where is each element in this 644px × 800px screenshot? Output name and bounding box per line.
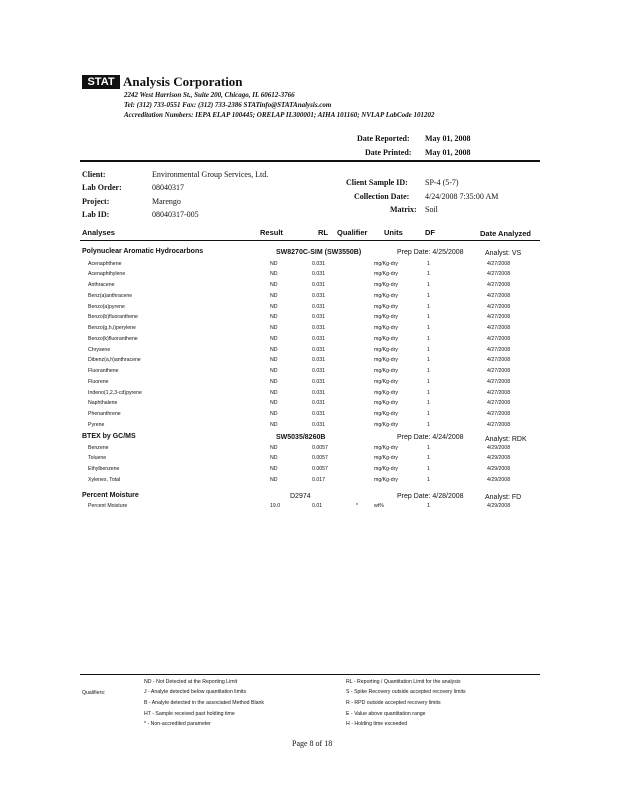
dilution-factor: 1 xyxy=(427,444,430,451)
analyte-name: Fluorene xyxy=(88,378,109,385)
section-prep-date: Prep Date: 4/28/2008 xyxy=(397,493,464,500)
date-analyzed: 4/27/2008 xyxy=(487,389,511,396)
date-analyzed: 4/27/2008 xyxy=(487,346,511,353)
table-row xyxy=(0,503,644,514)
result-value: ND xyxy=(270,325,278,331)
reporting-limit: 0.031 xyxy=(312,314,325,321)
section-method: SW5035/8260B xyxy=(276,434,326,441)
qualifier-note: J - Analyte detected below quantitation limits xyxy=(144,689,247,695)
units: mg/Kg-dry xyxy=(374,303,398,310)
date-analyzed: 4/27/2008 xyxy=(487,357,511,364)
analyte-name: Benzo(a)pyrene xyxy=(88,303,125,310)
table-row xyxy=(0,304,644,315)
analyte-name: Fluoranthene xyxy=(88,368,119,374)
result-value: ND xyxy=(270,357,278,364)
company-address: 2242 West Harrison St., Suite 200, Chicago, IL 60612-3766 xyxy=(124,91,295,99)
client-label: Client: xyxy=(82,170,106,179)
table-row xyxy=(0,336,644,347)
dilution-factor: 1 xyxy=(427,346,430,353)
collection-date-label: Collection Date: xyxy=(354,192,410,201)
reporting-limit: 0.031 xyxy=(312,368,325,374)
company-name: Analysis Corporation xyxy=(123,74,243,89)
date-analyzed: 4/27/2008 xyxy=(487,271,511,278)
date-analyzed: 4/27/2008 xyxy=(487,260,511,267)
dilution-factor: 1 xyxy=(427,282,430,288)
result-value: ND xyxy=(270,292,278,299)
section-analyst: Analyst: VS xyxy=(485,250,522,257)
top-rule xyxy=(80,160,540,162)
date-analyzed: 4/27/2008 xyxy=(487,368,511,374)
reporting-limit: 0.0057 xyxy=(312,466,328,472)
date-analyzed: 4/27/2008 xyxy=(487,400,511,407)
reporting-limit: 0.031 xyxy=(312,411,325,417)
result-value: ND xyxy=(270,400,278,407)
result-value: ND xyxy=(270,421,278,428)
date-analyzed: 4/29/2008 xyxy=(487,502,511,509)
result-value: ND xyxy=(270,368,278,374)
result-value: ND xyxy=(270,303,278,310)
reporting-limit: 0.031 xyxy=(312,421,325,428)
client-sample-id-value: SP-4 (5-7) xyxy=(425,178,459,187)
units: mg/Kg-dry xyxy=(374,444,398,451)
result-value: ND xyxy=(270,271,278,278)
section-title: BTEX by GC/MS xyxy=(82,433,136,440)
dilution-factor: 1 xyxy=(427,314,430,321)
dilution-factor: 1 xyxy=(427,502,430,509)
client-sample-id-label: Client Sample ID: xyxy=(346,178,408,187)
reporting-limit: 0.031 xyxy=(312,282,325,288)
dilution-factor: 1 xyxy=(427,389,430,396)
qualifiers-label: Qualifiers: xyxy=(82,690,106,696)
analyte-name: Benz(a)anthracene xyxy=(88,292,133,299)
qualifier-note: HT - Sample received past holding time xyxy=(144,711,235,717)
date-analyzed: 4/27/2008 xyxy=(487,411,511,417)
lab-id-label: Lab ID: xyxy=(82,210,110,219)
accreditation-numbers: Accreditation Numbers: IEPA ELAP 100445; ORELAP IL300001; AIHA 101160; NVLAP LabCode 101202 xyxy=(124,111,435,119)
qualifier-note: H - Holding time exceeded xyxy=(346,721,408,727)
col-result: Result xyxy=(260,228,283,237)
dilution-factor: 1 xyxy=(427,335,430,342)
qualifier-note: E - Value above quantitation range xyxy=(346,711,426,717)
reporting-limit: 0.031 xyxy=(312,357,325,364)
result-value: ND xyxy=(270,282,278,288)
section-analyst: Analyst: RDK xyxy=(485,436,527,443)
reporting-limit: 0.031 xyxy=(312,325,325,331)
units: mg/Kg-dry xyxy=(374,455,398,462)
table-row xyxy=(0,400,644,411)
col-rl: RL xyxy=(318,228,328,237)
date-analyzed: 4/27/2008 xyxy=(487,314,511,321)
units: mg/Kg-dry xyxy=(374,411,398,417)
table-row xyxy=(0,422,644,433)
dilution-factor: 1 xyxy=(427,466,430,472)
reporting-limit: 0.031 xyxy=(312,389,325,396)
project-value: Marengo xyxy=(152,197,181,206)
units: mg/Kg-dry xyxy=(374,282,398,288)
reporting-limit: 0.0057 xyxy=(312,444,328,451)
qualifier-note: * - Non-accredited parameter xyxy=(144,721,211,727)
result-value: ND xyxy=(270,335,278,342)
reporting-limit: 0.031 xyxy=(312,260,325,267)
date-analyzed: 4/29/2008 xyxy=(487,466,511,472)
table-row xyxy=(0,379,644,390)
matrix-value: Soil xyxy=(425,205,438,214)
reporting-limit: 0.031 xyxy=(312,400,325,407)
table-row xyxy=(0,325,644,336)
units: mg/Kg-dry xyxy=(374,421,398,428)
section-prep-date: Prep Date: 4/25/2008 xyxy=(397,249,464,256)
qualifier: * xyxy=(356,502,359,509)
date-analyzed: 4/27/2008 xyxy=(487,303,511,310)
dilution-factor: 1 xyxy=(427,325,430,331)
col-date-analyzed: Date Analyzed xyxy=(480,229,531,238)
analyte-name: Percent Moisture xyxy=(88,502,128,509)
table-row xyxy=(0,357,644,368)
table-row xyxy=(0,477,644,488)
analyte-name: Xylenes, Total xyxy=(88,476,121,483)
analyte-name: Ethylbenzene xyxy=(88,466,120,472)
units: mg/Kg-dry xyxy=(374,400,398,407)
table-row xyxy=(0,368,644,379)
table-row xyxy=(0,271,644,282)
date-analyzed: 4/29/2008 xyxy=(487,444,511,451)
result-value: ND xyxy=(270,466,278,472)
matrix-label: Matrix: xyxy=(390,205,417,214)
date-printed: May 01, 2008 xyxy=(425,148,471,157)
units: mg/Kg-dry xyxy=(374,357,398,364)
section-method: SW8270C-SIM (SW3550B) xyxy=(276,249,362,256)
analyte-name: Pyrene xyxy=(88,421,105,428)
dilution-factor: 1 xyxy=(427,476,430,483)
units: mg/Kg-dry xyxy=(374,292,398,299)
reporting-limit: 0.031 xyxy=(312,335,325,342)
units: mg/Kg-dry xyxy=(374,346,398,353)
dilution-factor: 1 xyxy=(427,357,430,364)
result-value: ND xyxy=(270,476,278,483)
reporting-limit: 0.01 xyxy=(312,502,323,509)
result-value: ND xyxy=(270,444,278,451)
section-method: D2974 xyxy=(290,493,311,500)
result-value: ND xyxy=(270,378,278,385)
units: mg/Kg-dry xyxy=(374,314,398,321)
units: mg/Kg-dry xyxy=(374,325,398,331)
col-df: DF xyxy=(425,228,435,237)
table-row xyxy=(0,466,644,477)
units: wt% xyxy=(374,502,384,509)
analyte-name: Dibenz(a,h)anthracene xyxy=(88,357,141,364)
units: mg/Kg-dry xyxy=(374,476,398,483)
analyte-name: Phenanthrene xyxy=(88,411,121,417)
table-row xyxy=(0,445,644,456)
dilution-factor: 1 xyxy=(427,378,430,385)
dilution-factor: 1 xyxy=(427,271,430,278)
page-number: Page 8 of 18 xyxy=(292,739,333,748)
reporting-limit: 0.031 xyxy=(312,271,325,278)
date-analyzed: 4/29/2008 xyxy=(487,455,511,462)
dilution-factor: 1 xyxy=(427,260,430,267)
date-analyzed: 4/27/2008 xyxy=(487,335,511,342)
qualifier-note: B - Analyte detected in the associated Method Blank xyxy=(144,700,264,706)
units: mg/Kg-dry xyxy=(374,260,398,267)
qualifier-note: S - Spike Recovery outside accepted recovery limits xyxy=(346,689,466,695)
header-rule xyxy=(80,240,540,241)
analyte-name: Benzo(b)fluoranthene xyxy=(88,314,138,321)
reporting-limit: 0.031 xyxy=(312,303,325,310)
dilution-factor: 1 xyxy=(427,400,430,407)
result-value: ND xyxy=(270,411,278,417)
table-row xyxy=(0,314,644,325)
date-analyzed: 4/29/2008 xyxy=(487,476,511,483)
units: mg/Kg-dry xyxy=(374,271,398,278)
result-value: ND xyxy=(270,346,278,353)
date-analyzed: 4/27/2008 xyxy=(487,292,511,299)
company-logo: STAT xyxy=(82,75,120,89)
date-analyzed: 4/27/2008 xyxy=(487,282,511,288)
lab-order-label: Lab Order: xyxy=(82,183,122,192)
table-row xyxy=(0,411,644,422)
collection-date-value: 4/24/2008 7:35:00 AM xyxy=(425,192,499,201)
dilution-factor: 1 xyxy=(427,292,430,299)
dilution-factor: 1 xyxy=(427,421,430,428)
qualifier-note: RL - Reporting / Quantitation Limit for the analysis xyxy=(346,679,461,685)
units: mg/Kg-dry xyxy=(374,378,398,385)
table-row xyxy=(0,293,644,304)
qualifier-note: ND - Not Detected at the Reporting Limit xyxy=(144,679,238,685)
result-value: ND xyxy=(270,314,278,321)
analyte-name: Acenaphthene xyxy=(88,260,122,267)
date-analyzed: 4/27/2008 xyxy=(487,378,511,385)
result-value: 19.0 xyxy=(270,502,281,509)
dilution-factor: 1 xyxy=(427,368,430,374)
table-row xyxy=(0,455,644,466)
result-value: ND xyxy=(270,260,278,267)
dilution-factor: 1 xyxy=(427,303,430,310)
analyte-name: Acenaphthylene xyxy=(88,271,126,278)
date-reported-label: Date Reported: xyxy=(357,134,410,143)
units: mg/Kg-dry xyxy=(374,389,398,396)
result-value: ND xyxy=(270,389,278,396)
date-analyzed: 4/27/2008 xyxy=(487,325,511,331)
analyte-name: Chrysene xyxy=(88,346,111,353)
units: mg/Kg-dry xyxy=(374,368,398,374)
company-contact: Tel: (312) 733-0551 Fax: (312) 733-2386 STATinfo@STATAnalysis.com xyxy=(124,101,332,109)
reporting-limit: 0.017 xyxy=(312,476,325,483)
analyte-name: Anthracene xyxy=(88,282,115,288)
reporting-limit: 0.0057 xyxy=(312,455,328,462)
analyte-name: Benzo(k)fluoranthene xyxy=(88,335,138,342)
col-units: Units xyxy=(384,228,403,237)
analyte-name: Benzo(g,h,i)perylene xyxy=(88,325,136,331)
analyte-name: Indeno(1,2,3-cd)pyrene xyxy=(88,389,142,396)
table-row xyxy=(0,282,644,293)
table-row xyxy=(0,347,644,358)
date-reported: May 01, 2008 xyxy=(425,134,471,143)
dilution-factor: 1 xyxy=(427,455,430,462)
units: mg/Kg-dry xyxy=(374,466,398,472)
col-qualifier: Qualifier xyxy=(337,228,368,237)
reporting-limit: 0.031 xyxy=(312,292,325,299)
date-analyzed: 4/27/2008 xyxy=(487,421,511,428)
col-analyses: Analyses xyxy=(82,228,115,237)
section-prep-date: Prep Date: 4/24/2008 xyxy=(397,434,464,441)
project-label: Project: xyxy=(82,197,110,206)
lab-id-value: 08040317-005 xyxy=(152,210,199,219)
reporting-limit: 0.031 xyxy=(312,346,325,353)
analyte-name: Benzene xyxy=(88,444,109,451)
section-analyst: Analyst: FD xyxy=(485,494,522,501)
client-value: Environmental Group Services, Ltd. xyxy=(152,170,269,179)
analyte-name: Naphthalene xyxy=(88,400,118,407)
table-row xyxy=(0,390,644,401)
result-value: ND xyxy=(270,455,278,462)
footer-rule xyxy=(80,674,540,675)
units: mg/Kg-dry xyxy=(374,335,398,342)
qualifier-note: R - RPD outside accepted recovery limits xyxy=(346,700,441,706)
reporting-limit: 0.031 xyxy=(312,378,325,385)
table-row xyxy=(0,261,644,272)
date-printed-label: Date Printed: xyxy=(365,148,412,157)
dilution-factor: 1 xyxy=(427,411,430,417)
analyte-name: Toluene xyxy=(88,455,107,462)
lab-order-value: 08040317 xyxy=(152,183,184,192)
section-title: Percent Moisture xyxy=(82,492,139,499)
section-title: Polynuclear Aromatic Hydrocarbons xyxy=(82,248,204,255)
